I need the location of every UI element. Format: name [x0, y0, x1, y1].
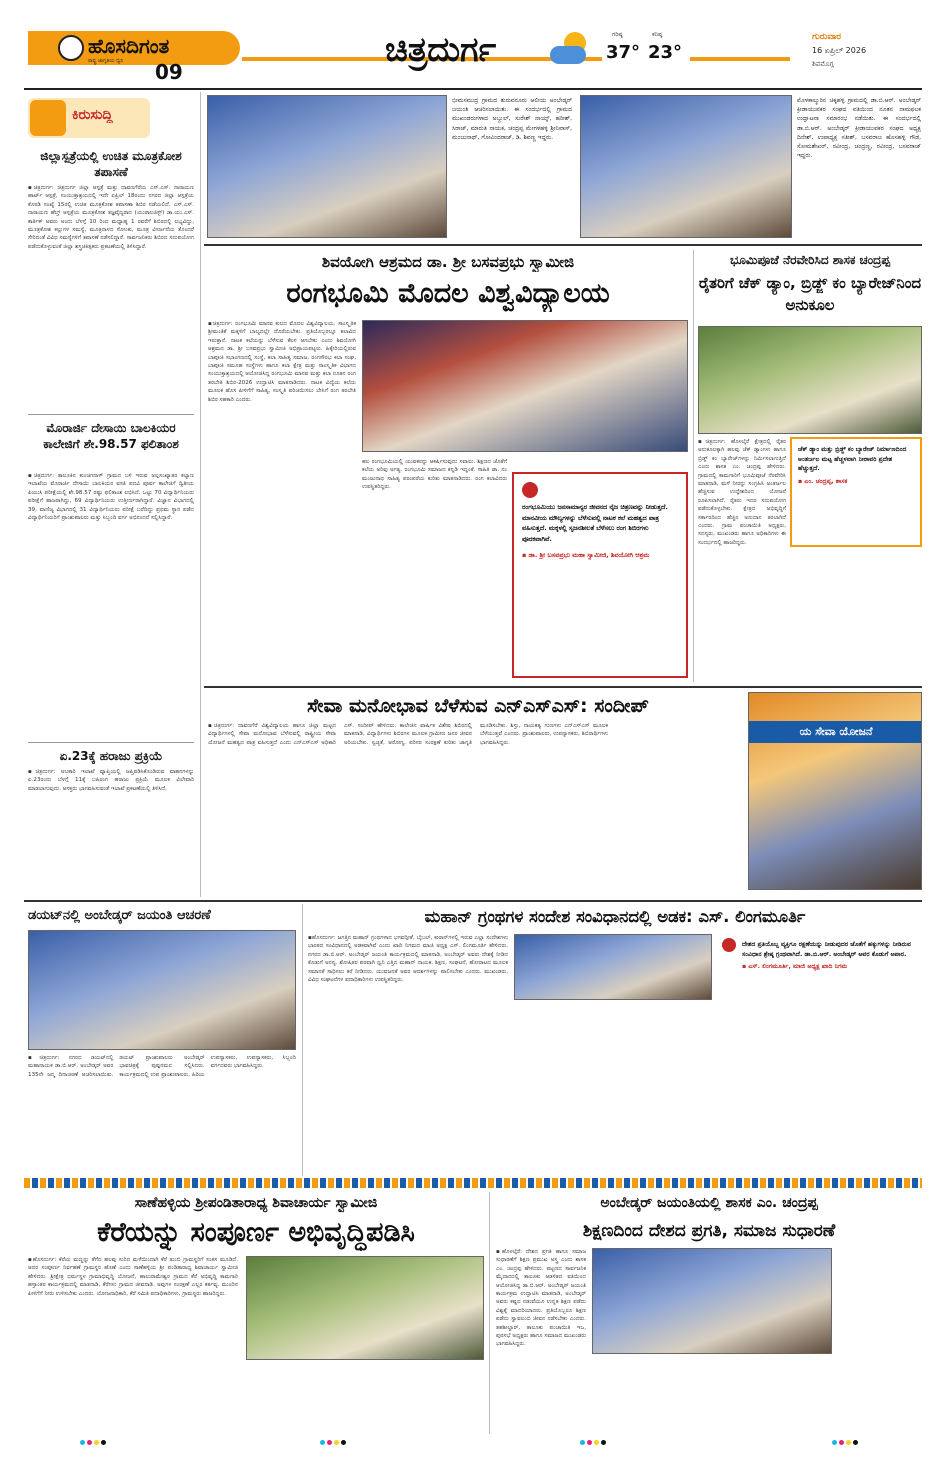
shikshana-body: ▪ಹೊಳಲ್ಕೆರೆ: ದೇಶದ ಪ್ರಗತಿ ಹಾಗೂ ಸಮಾಜ ಸುಧಾರಣೆಗೆ ಶಿಕ್ಷಣ ಪ್ರಮುಖ ಅಸ್ತ್ರ ಎಂದು ಶಾಸಕ ಎಂ. ಚಂದ್ರಪ್ಪ ಹೇಳಿದರು. ಪಟ್ಟಣದ ಸಾರ್ವಜನಿಕ ಮೈದಾನದಲ್ಲಿ ತಾಲೂಕು ಆಡಳಿತದ ವತಿಯಿಂದ ಆಯೋಜಿಸಿದ್ದ ಡಾ.ಬಿ.ಆರ್. ಅಂಬೇಡ್ಕರ್ ಜಯಂತಿ ಕಾರ್ಯಕ್ರಮ ಉದ್ಘಾಟಿಸಿ ಮಾತನಾಡಿ, ಅಂಬೇಡ್ಕರ್ ಅವರು ಕಷ್ಟದ ನಡುವೆಯೂ ಉನ್ನತ ಶಿಕ್ಷಣ ಪಡೆದು ವಿಶ್ವಕ್ಕೆ ಮಾದರಿಯಾದರು. ಪ್ರತಿಯೊಬ್ಬರೂ ಶಿಕ್ಷಣ ಪಡೆದು ಸ್ವಾವಲಂಬಿ ಜೀವನ ನಡೆಸಬೇಕು ಎಂದರು. ತಹಶೀಲ್ದಾರ್, ತಾಲೂಕು ಪಂಚಾಯಿತಿ ಇಒ, ಪುರಸಭೆ ಅಧ್ಯಕ್ಷರು ಹಾಗೂ ಸಮಾಜದ ಮುಖಂಡರು ಭಾಗವಹಿಸಿದ್ದರು.: [496, 1249, 586, 1348]
lead-body-left: ▪ಚಿತ್ರದುರ್ಗ: ರಂಗಭೂಮಿ ಮಾನವ ಕುಲದ ಮೊದಲ ವಿಶ್ವವಿದ್ಯಾಲಯ. ಸಾಂಸ್ಕೃತಿಕ ಶ್ರೀಮಂತಿಕೆ ಮಕ್ಕಳಿಗೆ ಬಾಲ್ಯದಲ್ಲೇ ದೊರೆಯಬೇಕು. ಪ್ರತಿಯೊಬ್ಬರಲ್ಲೂ ಕಲಾವಿದ ಇರುತ್ತಾನೆ. ನಾಟಕ ಕಲೆಯನ್ನು ಬೆಳೆಸುವ ಕೆಲಸ ಆಗಬೇಕು ಎಂದು ಶಿವಯೋಗಿ ಆಶ್ರಮದ ಡಾ. ಶ್ರೀ ಬಸವಪ್ರಭು ಸ್ವಾಮೀಜಿ ಅಭಿಪ್ರಾಯಪಟ್ಟರು. ಹಿಕ್ಕೇರಿಯಲ್ಲಿರುವ ಬಾಪೂಜಿ ಸಭಾಂಗಣದಲ್ಲಿ ಸಂಸ್ಥೆ, ಕಲಾ ಸಾಹಿತ್ಯ ಸಮಾಜ, ರಂಗಸೌರಭ ಕಲಾ ಸಂಘ, ಬಾಪೂಜಿ ಸಮೂಹ ಸಂಸ್ಥೆಗಳು ಹಾಗೂ ಕಲಾ ಕ್ಷೇತ್ರ ಮತ್ತು ಸಾಂಸ್ಕೃತಿಕ ವಿಭಾಗದ ಸಂಯುಕ್ತಾಶ್ರಯದಲ್ಲಿ ಆಯೋಜಿಸಿದ್ದ ರಂಗಭೂಮಿ ಮಾನವ ಮತ್ತು ಕಲಾ ನೂತನ ರಂಗ ತರಬೇತಿ ಶಿಬಿರ-2026 ಉದ್ಘಾಟಿಸಿ ಮಾತನಾಡಿದರು. ನಾಟಕ ವಿದ್ಯೆಯ ಕಲೆಯ ಮೂಲಕ ಹೊಸ ಪೀಳಿಗೆಗೆ ಸಾಹಿತ್ಯ, ಸಂಸ್ಕೃತಿ ಪರಿಚಯಿಸಲು ಬೇಸಿಗೆ ರಂಗ ತರಬೇತಿ ಶಿಬಿರ ಸಹಕಾರಿ ಎಂದರು.: [208, 321, 356, 403]
right-quote-attr: ▪ ಎಂ. ಚಂದ್ರಪ್ಪ, ಶಾಸಕ: [798, 477, 848, 485]
kere-kicker: ಸಾಣೆಹಳ್ಳಿಯ ಶ್ರೀಪಂಡಿತಾರಾಧ್ಯ ಶಿವಾಚಾರ್ಯ ಸ್ವಾಮೀಜಿ: [134, 1195, 378, 1211]
kere-body: ▪ಹೊಸದುರ್ಗ: ಕೆರೆಯ ಮಣ್ಣನ್ನು ತೆಗೆದ ಹಲವು ಸುರಿದ ಮಳೆಯಿಂದಾಗಿ ಕೆರೆ ತುಂಬಿ ಗ್ರಾಮಸ್ಥರಿಗೆ ಸಂತಸ ಮೂಡಿದೆ. ಅದರ ಸಂಪೂರ್ಣ ನಿರ್ವಹಣೆ ಗ್ರಾಮಸ್ಥರ ಹೊಣೆ ಎಂದು ಸಾಣೆಹಳ್ಳಿಯ ಶ್ರೀ ಪಂಡಿತಾರಾಧ್ಯ ಶಿವಾಚಾರ್ಯ ಸ್ವಾಮೀಜಿ ಹೇಳಿದರು. ಶ್ರೀಕ್ಷೇತ್ರ ಧರ್ಮಸ್ಥಳ ಗ್ರಾಮಾಭಿವೃದ್ಧಿ ಯೋಜನೆ, ಹಾಲುರಾಮೇಶ್ವರ ಗ್ರಾಮದ ಕೆರೆ ಅಭಿವೃದ್ಧಿ ಕಾಮಗಾರಿ ಹಸ್ತಾಂತರ ಕಾರ್ಯಕ್ರಮದಲ್ಲಿ ಮಾತನಾಡಿ, ಕೆರೆಗಳು ಗ್ರಾಮದ ಜೀವನಾಡಿ. ಅವುಗಳ ಸಂರಕ್ಷಣೆ ಎಲ್ಲರ ಕರ್ತವ್ಯ. ಮುಂದಿನ ಪೀಳಿಗೆಗೆ ನೀರು ಉಳಿಸಬೇಕು ಎಂದರು. ಯೋಜನಾಧಿಕಾರಿ, ಕೆರೆ ಸಮಿತಿ ಪದಾಧಿಕಾರಿಗಳು, ಗ್ರಾಮಸ್ಥರು ಹಾಜರಿದ್ದರು.: [28, 1257, 238, 1297]
sidebar-headline-2: ಮೊರಾರ್ಜಿ ದೇಸಾಯಿ ಬಾಲಕಿಯರ ಕಾಲೇಜಿಗೆ ಶೇ.98.57 ಫಲಿತಾಂಶ: [43, 421, 179, 451]
photo-rangabhoomi: [362, 320, 688, 452]
right-quote-box: [790, 437, 922, 547]
dayat-headline: ಡಯಟ್‌ನಲ್ಲಿ ಅಂಬೇಡ್ಕರ್ ಜಯಂತಿ ಆಚರಣೆ: [28, 908, 211, 923]
right-headline: ರೈತರಿಗೆ ಚೆಕ್ ಡ್ಯಾಂ, ಬ್ರಿಡ್ಜ್ ಕಂ ಬ್ಯಾರೇಜ್‌ನಿಂದ ಅನುಕೂಲ: [698, 274, 922, 314]
right-body: ▪ಚಿತ್ರದುರ್ಗ: ಹೊಳಲ್ಕೆರೆ ಕ್ಷೇತ್ರದಲ್ಲಿ ರೈತರ ಅನುಕೂಲಕ್ಕಾಗಿ ಹಲವು ಚೆಕ್ ಡ್ಯಾಂಗಳು ಹಾಗೂ ಬ್ರಿಡ್ಜ್ ಕಂ ಬ್ಯಾರೇಜ್‌ಗಳನ್ನು ನಿರ್ಮಿಸಲಾಗುತ್ತಿದೆ ಎಂದು ಶಾಸಕ ಎಂ. ಚಂದ್ರಪ್ಪ ಹೇಳಿದರು. ಗ್ರಾಮದಲ್ಲಿ ಕಾಮಗಾರಿಗೆ ಭೂಮಿಪೂಜೆ ನೆರವೇರಿಸಿ ಮಾತನಾಡಿ, ಮಳೆ ನೀರನ್ನು ಸಂಗ್ರಹಿಸಿ ಅಂತರ್ಜಲ ಹೆಚ್ಚಿಸುವ ಉದ್ದೇಶದಿಂದ ಯೋಜನೆ ರೂಪಿಸಲಾಗಿದೆ. ರೈತರು ಇದರ ಸದುಪಯೋಗ ಪಡೆದುಕೊಳ್ಳಬೇಕು. ಕ್ಷೇತ್ರದ ಅಭಿವೃದ್ಧಿಗೆ ಸರ್ಕಾರದಿಂದ ಹೆಚ್ಚಿನ ಅನುದಾನ ತರಲಾಗಿದೆ ಎಂದರು. ಗ್ರಾಮ ಪಂಚಾಯಿತಿ ಅಧ್ಯಕ್ಷರು, ಸದಸ್ಯರು, ಮುಖಂಡರು ಹಾಗೂ ಅಧಿಕಾರಿಗಳು ಈ ಸಂದರ್ಭದಲ್ಲಿ ಹಾಜರಿದ್ದರು.: [698, 439, 786, 546]
quote-mark-icon: [522, 482, 538, 498]
mahan-quote-attr: ▪ ಎಸ್. ಲಿಂಗಮೂರ್ತಿ, ಮಾಜಿ ಅಧ್ಯಕ್ಷ ಖಾದಿ ನಿಗಮ: [742, 962, 848, 970]
shikshana-headline: ಶಿಕ್ಷಣದಿಂದ ದೇಶದ ಪ್ರಗತಿ, ಸಮಾಜ ಸುಧಾರಣೆ: [582, 1221, 836, 1241]
sidebar-text-3: ▪ಚಿತ್ರದುರ್ಗ: ಅಬಕಾರಿ ಇಲಾಖೆ ವ್ಯಾಪ್ತಿಯಲ್ಲಿ ಜಪ್ತಿಪಡಿಸಿಕೊಂಡಿರುವ ವಾಹನಗಳನ್ನು ಏ.23ರಂದು ಬೆಳಗ್ಗೆ 11ಕ್ಕೆ ಬಹಿರಂಗ ಹರಾಜು ಪ್ರಕ್ರಿಯೆ ಮೂಲಕ ವಿಲೇವಾರಿ ಮಾಡಲಾಗುವುದು. ಆಸಕ್ತರು ಭಾಗವಹಿಸುವಂತೆ ಇಲಾಖೆ ಪ್ರಕಟಣೆಯಲ್ಲಿ ತಿಳಿಸಿದೆ.: [28, 769, 194, 792]
sidebar-headline-1: ಜಿಲ್ಲಾಸ್ಪತ್ರೆಯಲ್ಲಿ ಉಚಿತ ಮೂತ್ರಕೋಶ ತಪಾಸಣೆ: [40, 149, 182, 179]
mahan-headline: ಮಹಾನ್ ಗ್ರಂಥಗಳ ಸಂದೇಶ ಸಂವಿಧಾನದಲ್ಲಿ ಅಡಕ: ಎಸ್. ಲಿಂಗಮೂರ್ತಿ: [424, 907, 806, 926]
sidebar-text-1: ▪ಚಿತ್ರದುರ್ಗ: ಚಿತ್ರದುರ್ಗ ಜಿಲ್ಲಾ ಆಸ್ಪತ್ರೆ ಮತ್ತು ದಾವಣಗೆರೆಯ ಎಸ್.ಎಸ್. ನಾರಾಯಣ ಹಾರ್ಟ್ ಆಸ್ಪತ್ರೆ, ಸಂಯುಕ್ತಾಶ್ರಯದಲ್ಲಿ ಇದೇ ಏಪ್ರಿಲ್ 18ರಂದು ನಗರದ ಜಿಲ್ಲಾ ಆಸ್ಪತ್ರೆಯ ಕೊಠಡಿ ಸಂಖ್ಯೆ 15ರಲ್ಲಿ ಉಚಿತ ಮೂತ್ರಕೋಶ ತಪಾಸಣಾ ಶಿಬಿರ ನಡೆಯಲಿದೆ. ಎಸ್.ಎಸ್. ನಾರಾಯಣ ಹೆಲ್ತ್ ಆಸ್ಪತ್ರೆಯ ಮೂತ್ರಕೋಶ ತಜ್ಞವೈದ್ಯರಾದ (ಯುರಾಲಜಿಸ್ಟ್) ಡಾ.ಯು.ಎಸ್. ಕಾರ್ತಿಕ್ ಅವರು ಅಂದು ಬೆಳಗ್ಗೆ 10 ರಿಂದ ಮಧ್ಯಾಹ್ನ 1 ರವರೆಗೆ ಶಿಬಿರದಲ್ಲಿ ಲಭ್ಯವಿದ್ದು, ಮೂತ್ರಕೋಶ ಕಲ್ಲುಗಳ ಸಮಸ್ಯೆ, ಮೂತ್ರನಾಳದ ಸೋಂಕು, ಮೂತ್ರ ವಿಸರ್ಜನೆಯ ತೊಂದರೆ ಸೇರಿದಂತೆ ವಿವಿಧ ಸಮಸ್ಯೆಗಳಿಗೆ ತಪಾಸಣೆ ನಡೆಸಲಿದ್ದಾರೆ. ಸಾರ್ವಜನಿಕರು ಶಿಬಿರದ ಸದುಪಯೋಗ ಪಡೆದುಕೊಳ್ಳುವಂತೆ ಜಿಲ್ಲಾ ಶಸ್ತ್ರಚಿಕಿತ್ಸಕರು ಪ್ರಕಟಣೆಯಲ್ಲಿ ತಿಳಿಸಿದ್ದಾರೆ.: [28, 185, 194, 250]
nss-headline: ಸೇವಾ ಮನೋಭಾವ ಬೆಳೆಸುವ ಎನ್‌ಎಸ್‌ಎಸ್: ಸಂದೀಪ್: [307, 695, 649, 717]
colour-bar-divider: [24, 1178, 922, 1188]
mid-divider: [204, 686, 922, 688]
sun-cloud-icon: [550, 32, 590, 68]
sidebar-divider-1: [28, 414, 194, 415]
shikshana-kicker: ಅಂಬೇಡ್ಕರ್ ಜಯಂತಿಯಲ್ಲಿ ಶಾಸಕ ಎಂ. ಚಂದ್ರಪ್ಪ: [600, 1195, 818, 1211]
lead-body-mid: ಹಲ ರಂಗಭೂಮಿಯಲ್ಲಿ ಯುವಕರನ್ನು ಆಕರ್ಷಿಸುವುದು ಸವಾಲು. ಶಿಕ್ಷಣದ ಜೊತೆಗೆ ಕಲೆಯ ಅರಿವು ಅಗತ್ಯ. ರಂಗಭೂಮಿ ಸಮಾಜದ ಕನ್ನಡಿ ಇದ್ದಂತೆ. ಸಾಹಿತಿ ಡಾ. ನಂ ಮಂಜುನಾಥ ಸಾಹಿತ್ಯ ಪರಂಪರೆಯ ಕುರಿತು ಮಾತನಾಡಿದರು. ರಂಗ ಕಲಾವಿದರು ಉಪಸ್ಥಿತರಿದ್ದರು.: [362, 459, 507, 491]
photo-shikshana: [592, 1248, 832, 1354]
lead-quote: ರಂಗಭೂಮಿಯು ಜನಸಾಮಾನ್ಯರ ಜೀವನದ ನೈಜ ಚಿತ್ರಣವನ್ನು ನೀಡುತ್ತದೆ. ಮಾನವೀಯ ಮೌಲ್ಯಗಳನ್ನು ಬೆಳೆಸುವಲ್ಲಿ ನಾಟಕ ಕಲೆ ಮಹತ್ವದ ಪಾತ್ರ ವಹಿಸುತ್ತದೆ. ಮಕ್ಕಳಲ್ಲಿ ಸೃಜನಶೀಲತೆ ಬೆಳೆಸಲು ರಂಗ ಶಿಬಿರಗಳು ಪೂರಕವಾಗಿವೆ.: [522, 503, 668, 543]
caption-bheemasamudra: ಭೀಮಸಮುದ್ರ ಗ್ರಾಮದ ತುರುವನೂರು ಆಲೀಯ ಅಂಬೇಡ್ಕರ್ ಜಯಂತಿ ಆಚರಿಸಲಾಯಿತು. ಈ ಸಂದರ್ಭದಲ್ಲಿ ಗ್ರಾಮದ ಮುಖಂಡರುಗಳಾದ ಅಬ್ದುಲ್, ಸುರೇಶ್ ನಾಯ್ಕ್, ಹರೀಶ್, ಸಿರಾಜ್, ಮಾರುತಿ ನಾಯಕ, ಚಂದ್ರಪ್ಪ ಮೇಗಳಹಳ್ಳಿ ಶ್ರೀನಿವಾಸ್, ಮಂಜುನಾಥ್, ಗೋವಿಂದರಾಜ್, ಡಿ. ಶಿವಣ್ಣ ಇದ್ದರು.: [452, 97, 572, 141]
mahan-quote-mark-icon: [722, 938, 736, 952]
photo-bheemasamudra: [207, 95, 447, 238]
registration-dots-2: [320, 1440, 346, 1445]
kirusuddi-badge: [28, 98, 150, 138]
logo-tagline: ರಾಷ್ಟ್ರ ಜಾಗೃತಿಯ ಧ್ವನಿ: [88, 58, 124, 64]
logo-text: ಹೊಸದಿಗಂತ: [88, 34, 170, 58]
date: 16 ಏಪ್ರಿಲ್ 2026: [812, 46, 867, 55]
sidebar-divider-2: [28, 742, 194, 743]
min-temp-label: ಕನಿಷ್ಠ: [652, 31, 663, 38]
dayat-vrule: [302, 904, 303, 1176]
right-quote: ಚೆಕ್ ಡ್ಯಾಂ ಮತ್ತು ಬ್ರಿಡ್ಜ್ ಕಂ ಬ್ಯಾರೇಜ್ ನಿರ್ಮಾಣದಿಂದ ಅಂತರ್ಜಲ ಮಟ್ಟ ಹೆಚ್ಚಳವಾಗಿ ನೀರಾವರಿ ಪ್ರದೇಶ ಹೆಚ್ಚುತ್ತದೆ.: [798, 446, 907, 473]
kirusuddi-title: ಕಿರುಸುದ್ದಿ: [72, 107, 113, 123]
top-divider: [204, 244, 922, 246]
page-number: 09: [155, 60, 183, 84]
mahan-body-2: [514, 1004, 922, 1174]
right-body-2: [790, 552, 922, 682]
lead-vrule: [693, 250, 694, 682]
photo-chikkahalli: [580, 95, 792, 238]
nss-body: ▪ಚಿತ್ರದುರ್ಗ: ದಾವಣಗೆರೆ ವಿಶ್ವವಿದ್ಯಾಲಯ ಹಾಗೂ ಜಿಲ್ಲಾ ಮಟ್ಟದ ವಿದ್ಯಾರ್ಥಿಗಳಲ್ಲಿ ಸೇವಾ ಮನೋಭಾವ ಬೆಳೆಸುವಲ್ಲಿ ರಾಷ್ಟ್ರೀಯ ಸೇವಾ ಯೋಜನೆ ಮಹತ್ವದ ಪಾತ್ರ ವಹಿಸುತ್ತದೆ ಎಂದು ಎನ್‌ಎಸ್‌ಎಸ್ ಅಧಿಕಾರಿ ಎಸ್. ಸಂದೀಪ್ ಹೇಳಿದರು. ಕಾಲೇಜಿನ ವಾರ್ಷಿಕ ವಿಶೇಷ ಶಿಬಿರದಲ್ಲಿ ಮಾತನಾಡಿ, ವಿದ್ಯಾರ್ಥಿಗಳು ಶಿಬಿರಗಳ ಮೂಲಕ ಗ್ರಾಮೀಣ ಜನರ ಜೀವನ ಅರಿಯಬೇಕು. ಸ್ವಚ್ಛತೆ, ಆರೋಗ್ಯ, ಪರಿಸರ ಸಂರಕ್ಷಣೆ ಕುರಿತು ಜಾಗೃತಿ ಮೂಡಿಸಬೇಕು. ಶಿಸ್ತು, ನಾಯಕತ್ವ ಗುಣಗಳು ಎನ್‌ಎಸ್‌ಎಸ್ ಮೂಲಕ ಬೆಳೆಯುತ್ತವೆ ಎಂದರು. ಪ್ರಾಂಶುಪಾಲರು, ಉಪನ್ಯಾಸಕರು, ಶಿಬಿರಾರ್ಥಿಗಳು ಭಾಗವಹಿಸಿದ್ದರು.: [208, 723, 608, 746]
day: ಗುರುವಾರ: [812, 32, 842, 42]
sidebar-vrule: [200, 92, 201, 897]
max-temp-label: ಗರಿಷ್ಠ: [612, 31, 623, 38]
min-temp: 23°: [648, 42, 683, 63]
lead-quote-box: [512, 472, 688, 678]
masthead-divider: [24, 88, 922, 90]
registration-dots-4: [832, 1440, 858, 1445]
registration-dots-3: [580, 1440, 606, 1445]
max-temp: 37°: [606, 42, 641, 63]
lead-headline: ರಂಗಭೂಮಿ ಮೊದಲ ವಿಶ್ವವಿದ್ಯಾಲಯ: [286, 278, 610, 309]
photo-kere: [246, 1256, 484, 1360]
kere-body-2: [246, 1364, 484, 1432]
nss-banner: ಯ ಸೇವಾ ಯೋಜನೆ: [749, 721, 922, 743]
lead-kicker: ಶಿವಯೋಗಿ ಆಶ್ರಮದ ಡಾ. ಶ್ರೀ ಬಸವಪ್ರಭು ಸ್ವಾಮೀಜಿ: [321, 253, 575, 271]
masthead: [0, 0, 945, 88]
dayat-body: ▪ಚಿತ್ರದುರ್ಗ: ನಗರದ ಡಯಟ್‌ನಲ್ಲಿ ಮಹಾನಾಯಕ ಡಾ.ಬಿ.ಆರ್. ಅಂಬೇಡ್ಕರ್ ಅವರ 135ನೇ ಜನ್ಮ ದಿನಾಚರಣೆ ಆಚರಿಸಲಾಯಿತು. ಡಯಟ್ ಪ್ರಾಂಶುಪಾಲರು ಅಂಬೇಡ್ಕರ್ ಭಾವಚಿತ್ರಕ್ಕೆ ಪುಷ್ಪನಮನ ಸಲ್ಲಿಸಿದರು. ಕಾರ್ಯಕ್ರಮದಲ್ಲಿ ಉಪ ಪ್ರಾಂಶುಪಾಲರು, ಹಿರಿಯ ಉಪನ್ಯಾಸಕರು, ಉಪನ್ಯಾಸಕರು, ಸಿಬ್ಬಂದಿ ವರ್ಗದವರು ಭಾಗವಹಿಸಿದ್ದರು.: [28, 1055, 296, 1078]
kere-headline: ಕೆರೆಯನ್ನು ಸಂಪೂರ್ಣ ಅಭಿವೃದ್ಧಿಪಡಿಸಿ: [97, 1217, 415, 1248]
photo-mahan: [514, 934, 712, 1000]
photo-nss: [748, 692, 922, 890]
hand-icon: [30, 100, 66, 136]
shikshana-body-3: [838, 1248, 922, 1432]
lead-quote-attr: ▪ ಡಾ. ಶ್ರೀ ಬಸವಪ್ರಭು ಮಹಾ ಸ್ವಾಮೀಜಿ, ಶಿವಯೋಗಿ ಆಶ್ರಮ: [522, 551, 650, 559]
edition: ಶಿವಮೊಗ್ಗ: [812, 60, 834, 68]
right-kicker: ಭೂಮಿಪೂಜೆ ನೆರವೇರಿಸಿದ ಶಾಸಕ ಚಂದ್ರಪ್ಪ: [730, 253, 890, 267]
city-title: ಚಿತ್ರದುರ್ಗ: [385, 30, 497, 70]
sidebar-text-2: ▪ಚಿತ್ರದುರ್ಗ: ತಾಲೂಕಿನ ಕುಂಚಿಗನಾಳ್ ಗ್ರಾಮದ ಬಳಿ ಇರುವ ಅಲ್ಪಸಂಖ್ಯಾತರ ಕಲ್ಯಾಣ ಇಲಾಖೆಯ ಮೊರಾರ್ಜಿ ದೇಸಾಯಿ ಬಾಲಕಿಯರ ವಸತಿ ಪದವಿ ಪೂರ್ವ ಕಾಲೇಜಿಗೆ ದ್ವಿತೀಯ ಪಿಯುಸಿ ಪರೀಕ್ಷೆಯಲ್ಲಿ ಶೇ.98.57 ರಷ್ಟು ಫಲಿತಾಂಶ ಲಭಿಸಿದೆ. ಒಟ್ಟು 70 ವಿದ್ಯಾರ್ಥಿನಿಯರು ಪರೀಕ್ಷೆಗೆ ಹಾಜರಾಗಿದ್ದು, 69 ವಿದ್ಯಾರ್ಥಿನಿಯರು ಉತ್ತೀರ್ಣರಾಗಿದ್ದಾರೆ. ವಿಜ್ಞಾನ ವಿಭಾಗದಲ್ಲಿ 39, ವಾಣಿಜ್ಯ ವಿಭಾಗದಲ್ಲಿ 31 ವಿದ್ಯಾರ್ಥಿನಿಯರು ಪರೀಕ್ಷೆ ಬರೆದಿದ್ದು ಪ್ರಥಮ ಸ್ಥಾನ ಪಡೆದ ವಿದ್ಯಾರ್ಥಿನಿಯರಿಗೆ ಪ್ರಾಂಶುಪಾಲರು ಮತ್ತು ಸಿಬ್ಬಂದಿ ವರ್ಗ ಅಭಿನಂದನೆ ಸಲ್ಲಿಸಿದ್ದಾರೆ.: [28, 473, 194, 522]
sidebar: [24, 92, 196, 897]
caption-chikkahalli: ಮೊಳಕಾಲ್ಮುರಿನ ಚಿಕ್ಕಹಳ್ಳಿ ಗ್ರಾಮದಲ್ಲಿ ಡಾ.ಬಿ.ಆರ್. ಅಂಬೇಡ್ಕರ್ ಕ್ರೀಡಾಯುವಕರ ಸಂಘದ ವತಿಯಿಂದ ನೂತನ ನಾಮಫಲಕ ಉದ್ಘಾಟನಾ ಸಮಾರಂಭ ನಡೆಯಿತು. ಈ ಸಂದರ್ಭದಲ್ಲಿ ಡಾ.ಬಿ.ಆರ್. ಅಂಬೇಡ್ಕರ್ ಕ್ರೀಡಾಯುವಕರ ಸಂಘದ ಅಧ್ಯಕ್ಷ ದಿನೇಶ್, ಉಪಾಧ್ಯಕ್ಷ ಸತೀಶ್, ಬಸವರಾಜ ಹೊಸಹಳ್ಳಿ ಗೌಡ, ಸೋಮಶೇಖರ್, ರವೀಂದ್ರ, ಚಂದ್ರಣ್ಣ, ರವೀಂದ್ರ, ಬಸವರಾಜ್ ಇದ್ದರು.: [797, 97, 921, 160]
registration-dots-1: [80, 1440, 106, 1445]
photo-checkdam: [698, 326, 922, 434]
nss-divider: [24, 900, 922, 902]
masthead-right-stripe: [690, 57, 790, 61]
sidebar-headline-3: ಏ.23ಕ್ಕೆ ಹರಾಜು ಪ್ರಕ್ರಿಯೆ: [59, 749, 163, 763]
mahan-quote: ದೇಶದ ಪ್ರತಿಯೊಬ್ಬ ವ್ಯಕ್ತಿಗೂ ರಕ್ಷಣೆಯನ್ನು ನೀಡುವುದರ ಜೊತೆಗೆ ಹಕ್ಕುಗಳನ್ನು ನೀಡಿರುವ ಸಂವಿಧಾನ ಶ್ರೇಷ್ಠ ಗ್ರಂಥವಾಗಿದೆ. ಡಾ.ಬಿ.ಆರ್. ಅಂಬೇಡ್ಕರ್ ಅವರ ಕೊಡುಗೆ ಅಪಾರ.: [742, 941, 911, 958]
shikshana-body-2: [592, 1358, 832, 1432]
kere-vrule: [489, 1192, 490, 1434]
mahan-body: ▪ಹೊಸದುರ್ಗ: ಜಗತ್ತಿನ ಮಹಾನ್ ಗ್ರಂಥಗಳಾದ ಭಗವದ್ಗೀತೆ, ಬೈಬಲ್, ಕುರಾನ್‌ಗಳಲ್ಲಿ ಇರುವ ಎಲ್ಲಾ ಸಂದೇಶಗಳು ಭಾರತದ ಸಂವಿಧಾನದಲ್ಲಿ ಅಡಕವಾಗಿವೆ ಎಂದು ಖಾದಿ ನಿಗಮದ ಮಾಜಿ ಅಧ್ಯಕ್ಷ ಎಸ್. ಲಿಂಗಮೂರ್ತಿ ಹೇಳಿದರು. ನಗರದ ಡಾ.ಬಿ.ಆರ್. ಅಂಬೇಡ್ಕರ್ ಜಯಂತಿ ಕಾರ್ಯಕ್ರಮದಲ್ಲಿ ಮಾತನಾಡಿ, ಅಂಬೇಡ್ಕರ್ ಅವರು ದೇಶಕ್ಕೆ ನೀಡಿದ ಕೊಡುಗೆ ಅನನ್ಯ. ಶೋಷಿತರ ಪರವಾಗಿ ಧ್ವನಿ ಎತ್ತಿದ ಮಹಾನ್ ನಾಯಕ. ಶಿಕ್ಷಣ, ಸಂಘಟನೆ, ಹೋರಾಟದ ಮೂಲಕ ಸಮಾನತೆ ಸಾಧಿಸಲು ಕರೆ ನೀಡಿದರು. ಯುವಜನತೆ ಅವರ ಆದರ್ಶಗಳನ್ನು ಪಾಲಿಸಬೇಕು ಎಂದರು. ಮುಖಂಡರು, ವಿವಿಧ ಸಂಘಟನೆಗಳ ಪದಾಧಿಕಾರಿಗಳು ಉಪಸ್ಥಿತರಿದ್ದರು.: [308, 935, 508, 984]
photo-dayat: [28, 930, 296, 1050]
logo-emblem-icon: [58, 35, 84, 61]
